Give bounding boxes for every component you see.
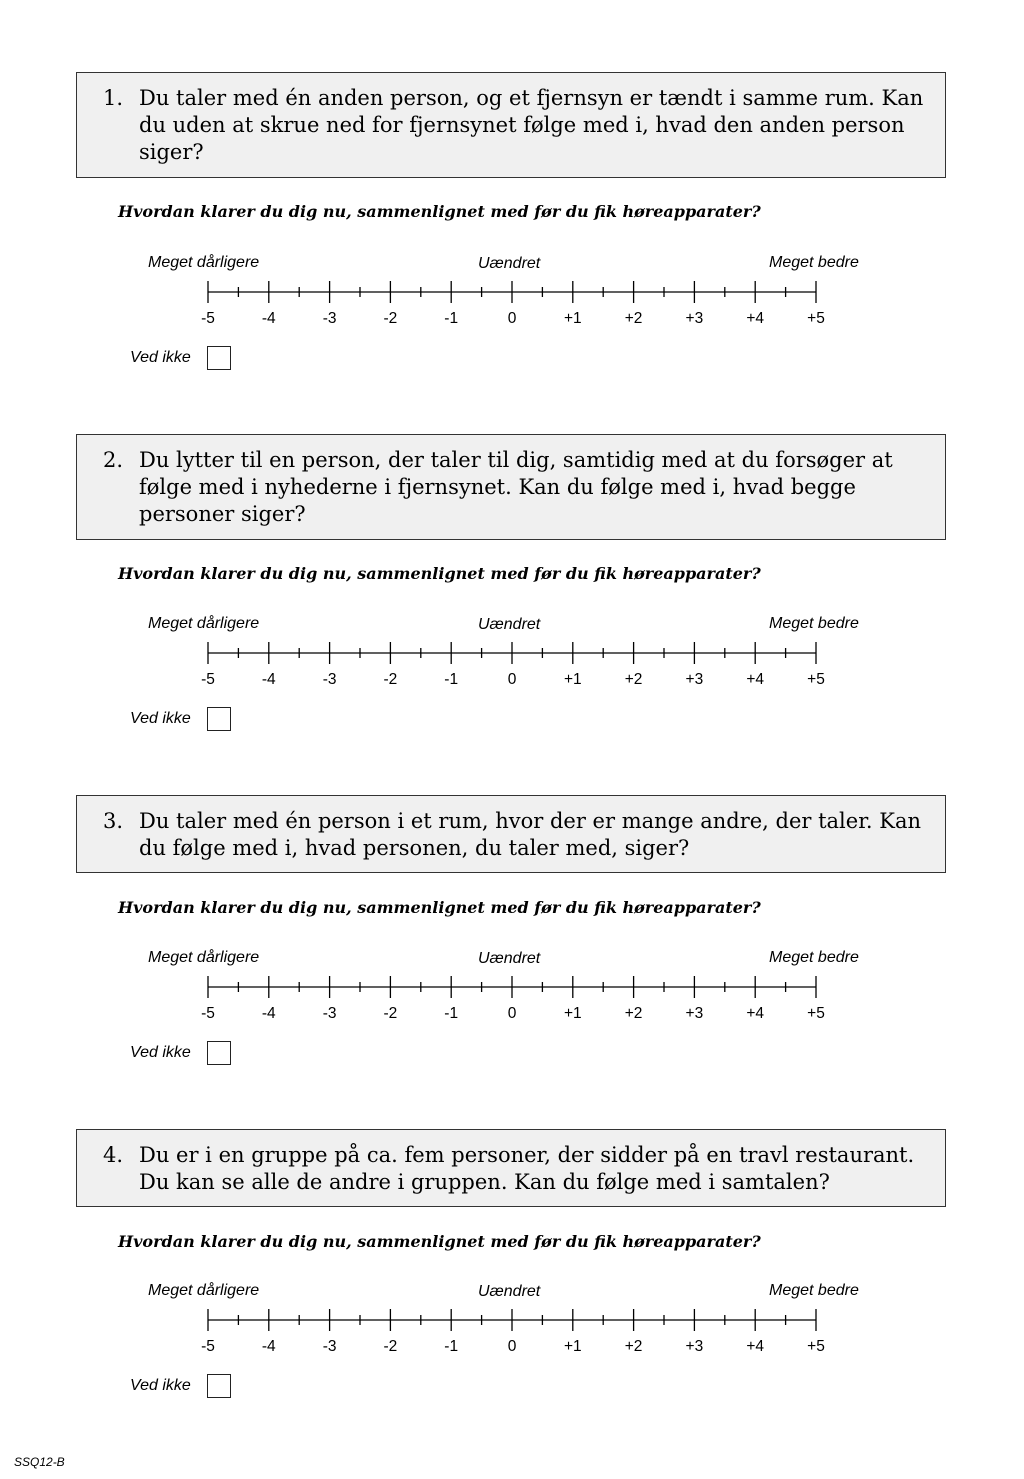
scale-left-label: Meget dårligere [148,949,260,966]
tick-label[interactable]: -3 [322,1338,337,1355]
tick-label[interactable]: +2 [624,1005,643,1022]
question-number: 2. [103,448,124,472]
question-box [76,795,946,873]
tick-label[interactable]: -3 [322,310,337,327]
tick-label[interactable]: -4 [261,1338,276,1355]
tick-label[interactable]: +1 [563,310,582,327]
tick-label[interactable]: -1 [444,1005,459,1022]
rating-scale[interactable] [198,1308,828,1368]
question-number: 3. [103,809,124,833]
scale-center-label: Uændret [478,616,541,633]
scale-axis [198,280,828,310]
tick-label[interactable]: +1 [563,1005,582,1022]
tick-label[interactable]: 0 [507,1005,517,1022]
tick-label[interactable]: -5 [201,1005,215,1022]
tick-label[interactable]: +2 [624,1338,643,1355]
tick-label[interactable]: -4 [261,671,276,688]
tick-label[interactable]: -5 [201,671,215,688]
tick-label[interactable]: -2 [383,310,398,327]
tick-label[interactable]: -1 [444,671,459,688]
dont-know-label: Ved ikke [130,1044,191,1061]
tick-label[interactable]: -1 [444,310,459,327]
scale-right-label: Meget bedre [769,254,859,271]
tick-label[interactable]: +1 [563,671,582,688]
tick-label[interactable]: +3 [685,1338,704,1355]
rating-scale[interactable] [198,641,828,701]
scale-right-label: Meget bedre [769,949,859,966]
scale-left-label: Meget dårligere [148,254,260,271]
question-number: 4. [103,1143,124,1167]
question-text: Du lytter til en person, der taler til dig, samtidig med at du forsøger at følge med i nyhederne i fjernsynet. Kan du følge med i, hvad begge personer siger? [139,448,893,526]
question-box [76,434,946,540]
question-text: Du er i en gruppe på ca. fem personer, der sidder på en travl restaurant. Du kan se alle de andre i gruppen. Kan du følge med i samtalen? [139,1143,915,1194]
tick-label[interactable]: +4 [746,671,765,688]
tick-label[interactable]: +5 [807,671,825,688]
tick-label[interactable]: -2 [383,1005,398,1022]
dont-know-checkbox[interactable] [207,346,231,370]
dont-know-label: Ved ikke [130,710,191,727]
tick-label[interactable]: +5 [807,1338,825,1355]
tick-label[interactable]: 0 [507,671,517,688]
dont-know-checkbox[interactable] [207,707,231,731]
tick-label[interactable]: +4 [746,1005,765,1022]
dont-know-label: Ved ikke [130,1377,191,1394]
tick-label[interactable]: -2 [383,671,398,688]
dont-know-checkbox[interactable] [207,1041,231,1065]
question-number: 1. [103,86,124,110]
tick-label[interactable]: -5 [201,310,215,327]
scale-center-label: Uændret [478,950,541,967]
scale-center-label: Uændret [478,255,541,272]
scale-axis [198,975,828,1005]
tick-label[interactable]: +4 [746,310,765,327]
dont-know-checkbox[interactable] [207,1374,231,1398]
dont-know-label: Ved ikke [130,349,191,366]
tick-label[interactable]: +5 [807,1005,825,1022]
question-box [76,1129,946,1207]
rating-prompt: Hvordan klarer du dig nu, sammenlignet med før du fik høreapparater? [118,564,761,583]
tick-label[interactable]: -5 [201,1338,215,1355]
tick-label[interactable]: +3 [685,310,704,327]
tick-label[interactable]: 0 [507,1338,517,1355]
scale-left-label: Meget dårligere [148,1282,260,1299]
tick-label[interactable]: -4 [261,310,276,327]
tick-label[interactable]: -3 [322,671,337,688]
tick-label[interactable]: +1 [563,1338,582,1355]
scale-left-label: Meget dårligere [148,615,260,632]
tick-label[interactable]: +2 [624,671,643,688]
rating-prompt: Hvordan klarer du dig nu, sammenlignet med før du fik høreapparater? [118,202,761,221]
form-code: SSQ12-B [14,1455,65,1469]
tick-label[interactable]: +3 [685,1005,704,1022]
tick-label[interactable]: +5 [807,310,825,327]
question-box [76,72,946,178]
scale-right-label: Meget bedre [769,615,859,632]
rating-scale[interactable] [198,975,828,1035]
scale-right-label: Meget bedre [769,1282,859,1299]
question-text: Du taler med én anden person, og et fjernsyn er tændt i samme rum. Kan du uden at skrue ned for fjernsynet følge med i, hvad den anden person siger? [139,86,924,164]
tick-label[interactable]: -1 [444,1338,459,1355]
rating-scale[interactable] [198,280,828,340]
tick-label[interactable]: +4 [746,1338,765,1355]
scale-center-label: Uændret [478,1283,541,1300]
question-text: Du taler med én person i et rum, hvor der er mange andre, der taler. Kan du følge med i, hvad personen, du taler med, siger? [139,809,922,860]
scale-axis [198,641,828,671]
tick-label[interactable]: +2 [624,310,643,327]
tick-label[interactable]: -3 [322,1005,337,1022]
rating-prompt: Hvordan klarer du dig nu, sammenlignet med før du fik høreapparater? [118,898,761,917]
scale-axis [198,1308,828,1338]
tick-label[interactable]: 0 [507,310,517,327]
rating-prompt: Hvordan klarer du dig nu, sammenlignet med før du fik høreapparater? [118,1232,761,1251]
tick-label[interactable]: -2 [383,1338,398,1355]
tick-label[interactable]: -4 [261,1005,276,1022]
tick-label[interactable]: +3 [685,671,704,688]
